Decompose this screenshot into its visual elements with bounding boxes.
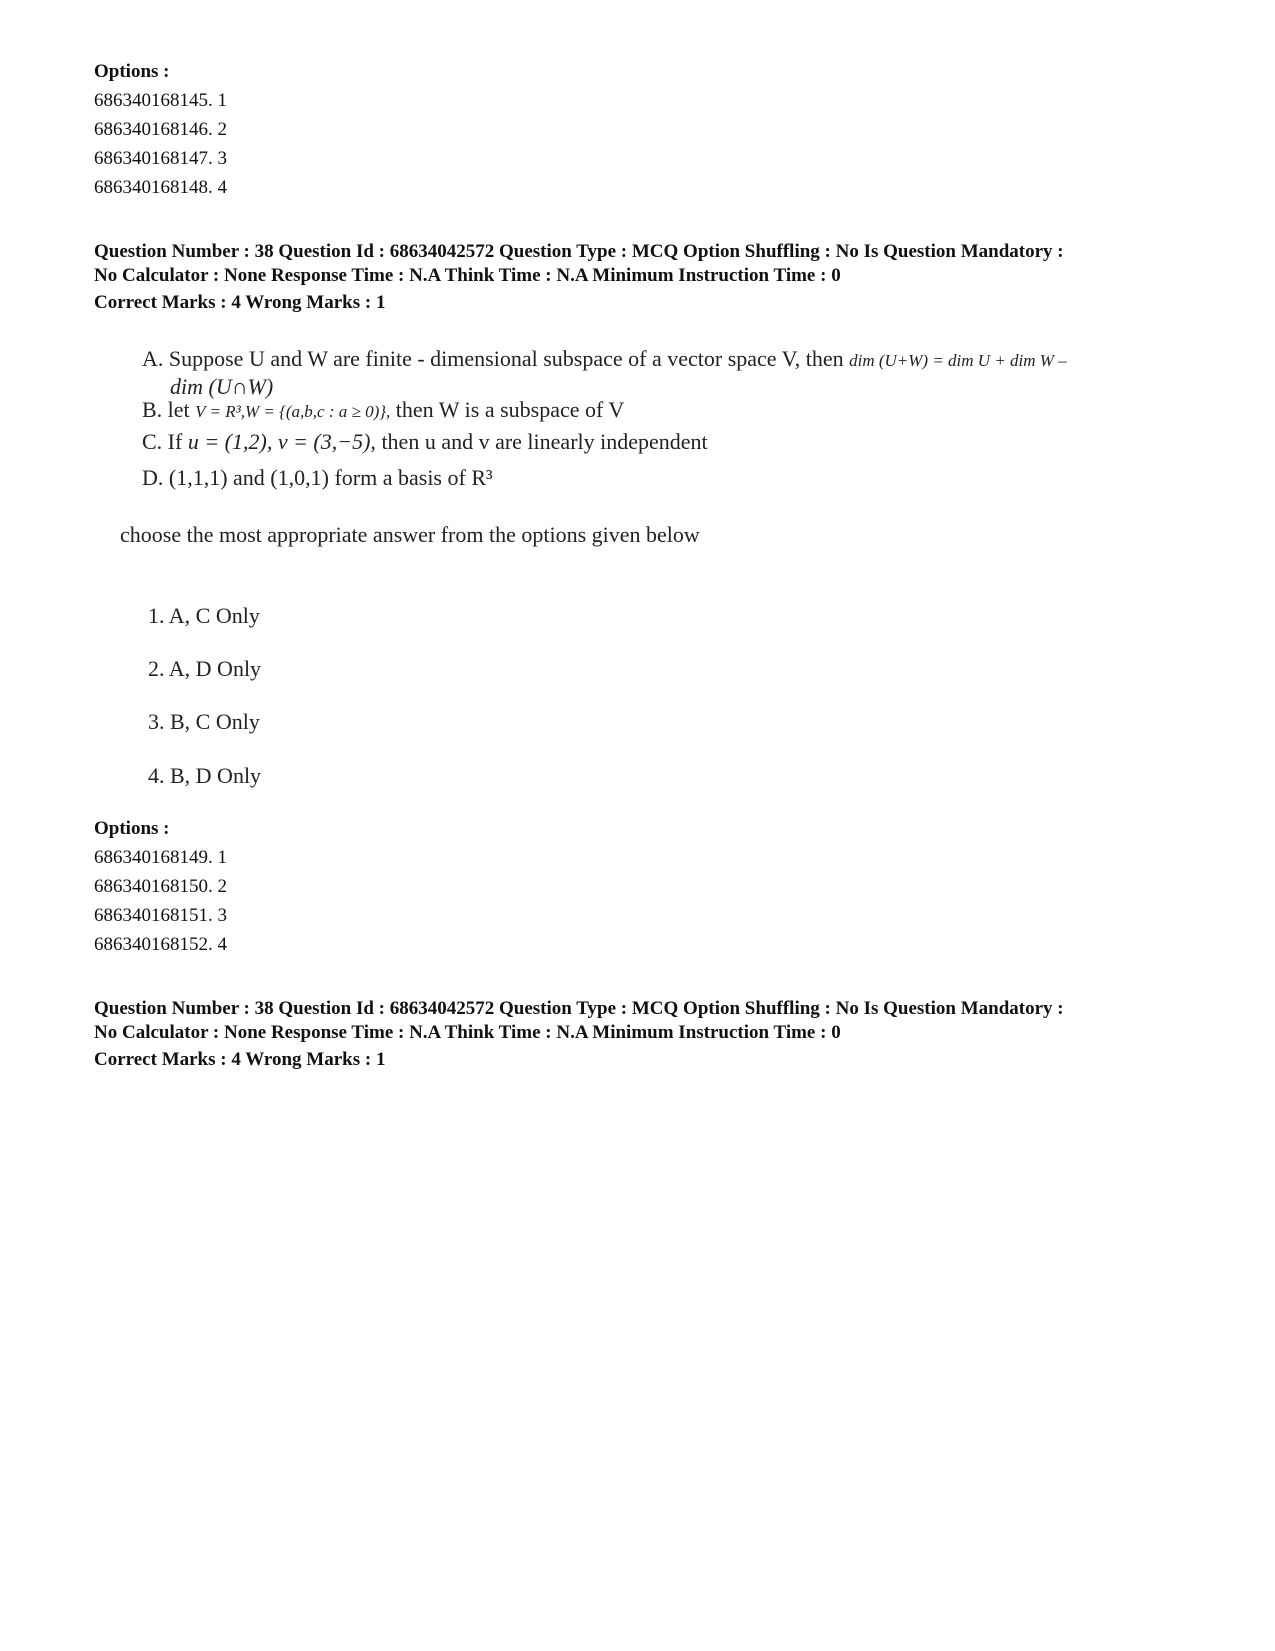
statement-d xyxy=(142,465,493,491)
statement-b-suffix: then W is a subspace of V xyxy=(395,397,625,422)
next-question-meta xyxy=(94,997,1194,1074)
question-meta-line2: No Calculator : None Response Time : N.A Think Time : N.A Minimum Instruction Time : 0 xyxy=(94,265,841,286)
statement-c-suffix: then u and v are linearly independent xyxy=(381,429,708,454)
answer-choice: 1. A, C Only xyxy=(148,603,260,628)
statement-c-prefix: C. If xyxy=(142,429,183,454)
question-options xyxy=(94,814,1194,959)
next-question-marks: Correct Marks : 4 Wrong Marks : 1 xyxy=(94,1049,386,1070)
statement-b-formula: V = R³,W = {(a,b,c : a ≥ 0)}, xyxy=(195,402,391,421)
statement-a-formula-cont: dim (U∩W) xyxy=(170,374,274,399)
option-item: 686340168145. 1 xyxy=(94,90,227,111)
statement-a-text: A. Suppose U and W are finite - dimensional subspace of a vector space V, then xyxy=(142,346,844,371)
statement-d-text: D. (1,1,1) and (1,0,1) form a basis of R³ xyxy=(142,465,493,490)
option-item: 686340168148. 4 xyxy=(94,177,227,198)
question-meta-line1: Question Number : 38 Question Id : 68634042572 Question Type : MCQ Option Shuffling : No Is Question Mandatory : xyxy=(94,241,1064,262)
choose-instruction: choose the most appropriate answer from the options given below xyxy=(120,522,700,547)
option-item: 686340168151. 3 xyxy=(94,905,227,926)
option-item: 686340168152. 4 xyxy=(94,934,227,955)
question-marks: Correct Marks : 4 Wrong Marks : 1 xyxy=(94,292,386,313)
options-heading: Options : xyxy=(94,818,170,839)
top-options xyxy=(94,57,1194,202)
statement-a-formula: dim (U+W) = dim U + dim W – xyxy=(849,351,1067,370)
next-question-meta-line1: Question Number : 38 Question Id : 68634042572 Question Type : MCQ Option Shuffling : No Is Question Mandatory : xyxy=(94,998,1064,1019)
option-item: 686340168147. 3 xyxy=(94,148,227,169)
statement-c xyxy=(142,429,708,455)
options-heading: Options : xyxy=(94,61,170,82)
next-question-meta-line2: No Calculator : None Response Time : N.A Think Time : N.A Minimum Instruction Time : 0 xyxy=(94,1022,841,1043)
option-item: 686340168146. 2 xyxy=(94,119,227,140)
option-item: 686340168150. 2 xyxy=(94,876,227,897)
statement-b xyxy=(142,397,624,423)
statement-c-formula: u = (1,2), v = (3,−5), xyxy=(187,429,376,454)
answer-choice: 4. B, D Only xyxy=(148,763,262,788)
option-item: 686340168149. 1 xyxy=(94,847,227,868)
answer-choice: 2. A, D Only xyxy=(148,656,262,681)
statement-b-prefix: B. let xyxy=(142,397,190,422)
statement-a xyxy=(142,346,1067,372)
question-meta xyxy=(94,240,1194,317)
answer-choice: 3. B, C Only xyxy=(148,709,260,734)
